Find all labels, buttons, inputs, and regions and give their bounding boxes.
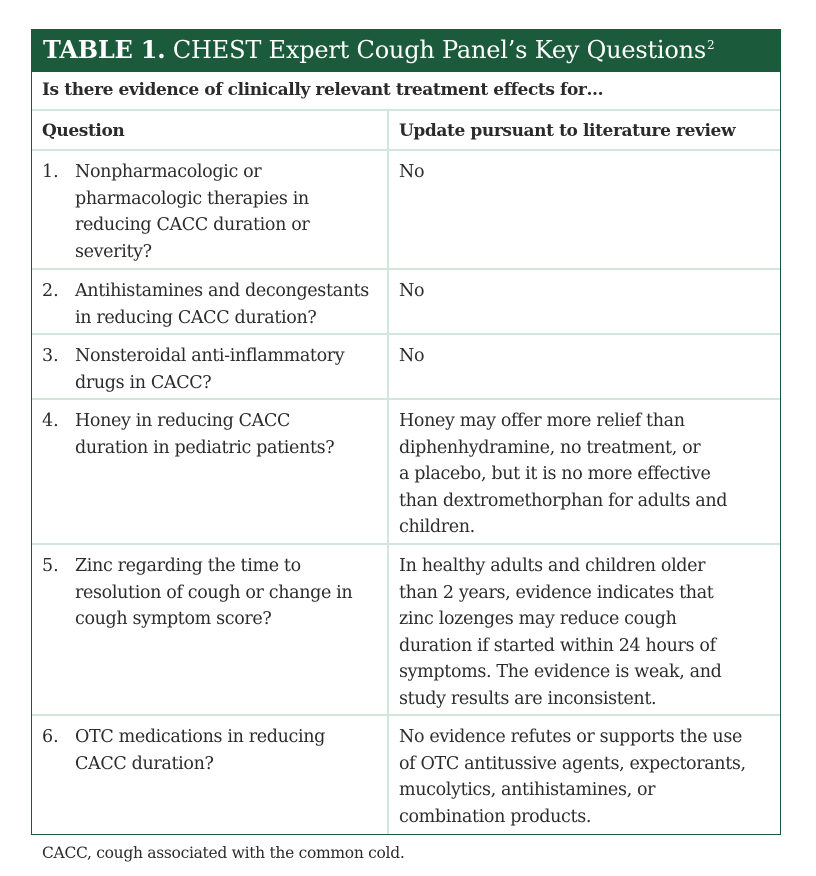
update-text-line: diphenhydramine, no treatment, or (399, 437, 701, 458)
question-text (75, 408, 381, 543)
question-text-line: OTC medications in reducing (75, 727, 325, 747)
update-text-line: No (399, 162, 425, 182)
question-text-line: drugs in CACC? (75, 372, 212, 393)
question-number: 3. (42, 346, 59, 366)
question-text-line: resolution of cough or change in (75, 582, 353, 603)
update-text-line: No (399, 346, 425, 366)
table-title (32, 29, 780, 72)
question-text-line: Honey in reducing CACC (75, 411, 291, 431)
question-text-line: Nonsteroidal anti-inflammatory (75, 346, 345, 366)
question-text-line: Zinc regarding the time to (75, 556, 301, 576)
update-cell (389, 270, 780, 333)
question-text-line: Nonpharmacologic or (75, 162, 262, 182)
update-text-line: No (399, 281, 425, 301)
question-text-line: cough symptom score? (75, 609, 272, 629)
question-cell (32, 151, 389, 268)
question-number: 5. (42, 556, 59, 576)
question-text (75, 278, 381, 333)
question-text-line: severity? (75, 241, 152, 262)
update-cell (389, 716, 780, 834)
update-text-line: Honey may offer more relief than (399, 411, 685, 431)
question-text-line: in reducing CACC duration? (75, 307, 317, 328)
question-text-line: reducing CACC duration or (75, 215, 310, 235)
table-title-reference: 2 (707, 38, 715, 52)
update-text-line: combination products. (399, 806, 592, 827)
update-cell (389, 335, 780, 398)
column-header-update: Update pursuant to literature review (399, 121, 736, 141)
update-text-line: study results are inconsistent. (399, 688, 657, 709)
table-title-text: CHEST Expert Cough Panel’s Key Questions (165, 36, 707, 64)
table-title-label: TABLE 1. (43, 35, 166, 64)
table-subheader: Is there evidence of clinically relevant treatment effects for… (32, 72, 780, 111)
update-text-line: children. (399, 517, 475, 537)
column-header-question: Question (32, 111, 389, 149)
update-text-line: than 2 years, evidence indicates that (399, 582, 714, 603)
update-cell (389, 400, 780, 543)
table-row (32, 151, 780, 270)
question-text (75, 553, 381, 714)
question-text (75, 724, 381, 834)
question-text-line: pharmacologic therapies in (75, 188, 309, 209)
key-questions-table (31, 29, 781, 835)
question-text (75, 343, 381, 398)
table-row (32, 270, 780, 335)
table-footnote: CACC, cough associated with the common cold. (42, 844, 405, 862)
question-number: 2. (42, 281, 59, 301)
question-number: 1. (42, 162, 59, 182)
column-header-row (32, 111, 780, 151)
question-cell (32, 335, 389, 398)
update-cell (389, 151, 780, 268)
question-number: 4. (42, 411, 59, 431)
update-text-line: No evidence refutes or supports the use (399, 727, 742, 747)
question-text-line: Antihistamines and decongestants (75, 281, 369, 301)
question-text (75, 159, 381, 268)
update-text-line: duration if started within 24 hours of (399, 635, 716, 656)
update-text-line: symptoms. The evidence is weak, and (399, 662, 722, 682)
question-cell (32, 716, 389, 834)
question-text-line: CACC duration? (75, 753, 214, 774)
update-text-line: of OTC antitussive agents, expectorants, (399, 753, 746, 774)
update-text-line: mucolytics, antihistamines, or (399, 780, 656, 800)
question-text-line: duration in pediatric patients? (75, 437, 335, 458)
table-row (32, 545, 780, 716)
update-text-line: zinc lozenges may reduce cough (399, 609, 677, 629)
question-cell (32, 545, 389, 714)
table-row (32, 400, 780, 545)
question-number: 6. (42, 727, 59, 747)
update-text-line: a placebo, but it is no more effective (399, 464, 711, 484)
question-cell (32, 270, 389, 333)
table-row (32, 335, 780, 400)
table-row (32, 716, 780, 834)
question-cell (32, 400, 389, 543)
update-cell (389, 545, 780, 714)
table-body (32, 151, 780, 834)
update-text-line: than dextromethorphan for adults and (399, 490, 728, 511)
update-text-line: In healthy adults and children older (399, 556, 706, 576)
